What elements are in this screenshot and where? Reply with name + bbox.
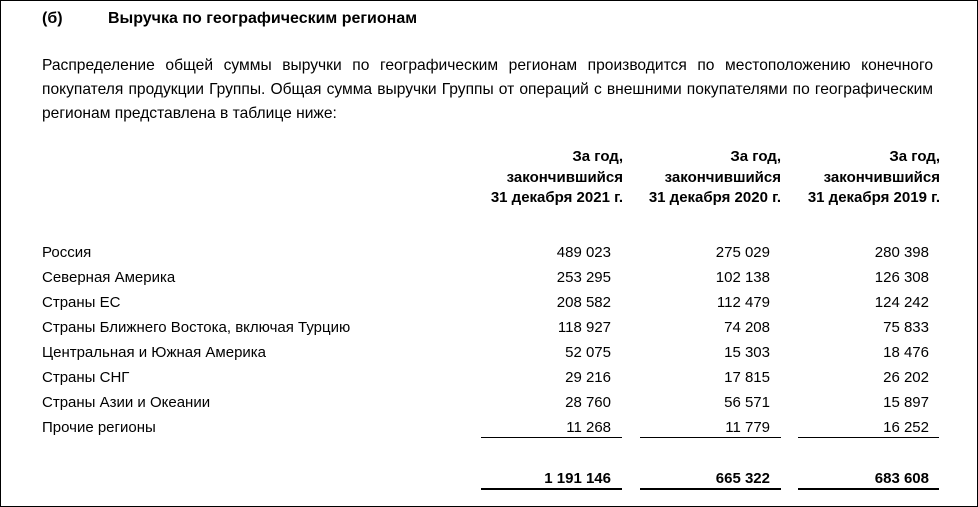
total-2019: 683 608	[874, 470, 929, 487]
value-2019: 18 476	[883, 344, 929, 361]
row-label: Прочие регионы	[42, 419, 156, 436]
value-2021: 29 216	[565, 369, 611, 386]
value-2021: 11 268	[566, 419, 611, 436]
value-2020: 74 208	[724, 319, 770, 336]
value-2021: 28 760	[565, 394, 611, 411]
value-2019: 26 202	[883, 369, 929, 386]
value-2021: 208 582	[556, 294, 611, 311]
row-label: Центральная и Южная Америка	[42, 344, 267, 361]
value-2019: 126 308	[874, 269, 929, 286]
value-2020: 56 571	[724, 394, 770, 411]
value-2019: 124 242	[874, 294, 929, 311]
row-label: Северная Америка	[42, 269, 176, 286]
value-2019: 75 833	[883, 319, 929, 336]
total-rule	[640, 488, 781, 490]
subtotal-rule	[481, 437, 622, 438]
value-2020: 275 029	[715, 244, 770, 261]
column-header-2021: За год, закончившийся 31 декабря 2021 г.	[490, 148, 623, 206]
value-2019: 15 897	[883, 394, 929, 411]
value-2020: 17 815	[724, 369, 770, 386]
column-header-2020: За год, закончившийся 31 декабря 2020 г.	[648, 148, 781, 206]
intro-paragraph: Распределение общей суммы выручки по географическим регионам производится по местоположению конечного покупателя продукции Группы. Общая сумма выручки Группы от операций с внешними покупателями по географическим регионам представлена в таблице ниже:	[42, 57, 933, 122]
row-label: Страны Ближнего Востока, включая Турцию	[42, 319, 351, 336]
row-label: Страны СНГ	[42, 369, 130, 386]
value-2020: 15 303	[724, 344, 770, 361]
row-label: Страны ЕС	[42, 294, 121, 311]
column-header-2019: За год, закончившийся 31 декабря 2019 г.	[807, 148, 940, 206]
value-2021: 118 927	[557, 319, 611, 336]
total-2021: 1 191 146	[544, 470, 611, 487]
subtotal-rule	[798, 437, 939, 438]
section-heading	[42, 10, 417, 28]
total-rule	[481, 488, 622, 490]
value-2021: 52 075	[565, 344, 611, 361]
value-2020: 112 479	[716, 294, 770, 311]
section-title: Выручка по географическим регионам	[108, 10, 418, 27]
row-label: Россия	[42, 244, 92, 261]
value-2020: 102 138	[715, 269, 770, 286]
row-label: Страны Азии и Океании	[42, 394, 211, 411]
value-2021: 253 295	[556, 269, 611, 286]
subtotal-rule	[640, 437, 781, 438]
total-2020: 665 322	[715, 470, 770, 487]
section-number: (б)	[42, 10, 63, 27]
total-rule	[798, 488, 939, 490]
value-2020: 11 779	[725, 419, 770, 436]
value-2019: 280 398	[874, 244, 929, 261]
value-2021: 489 023	[556, 244, 611, 261]
value-2019: 16 252	[883, 419, 929, 436]
